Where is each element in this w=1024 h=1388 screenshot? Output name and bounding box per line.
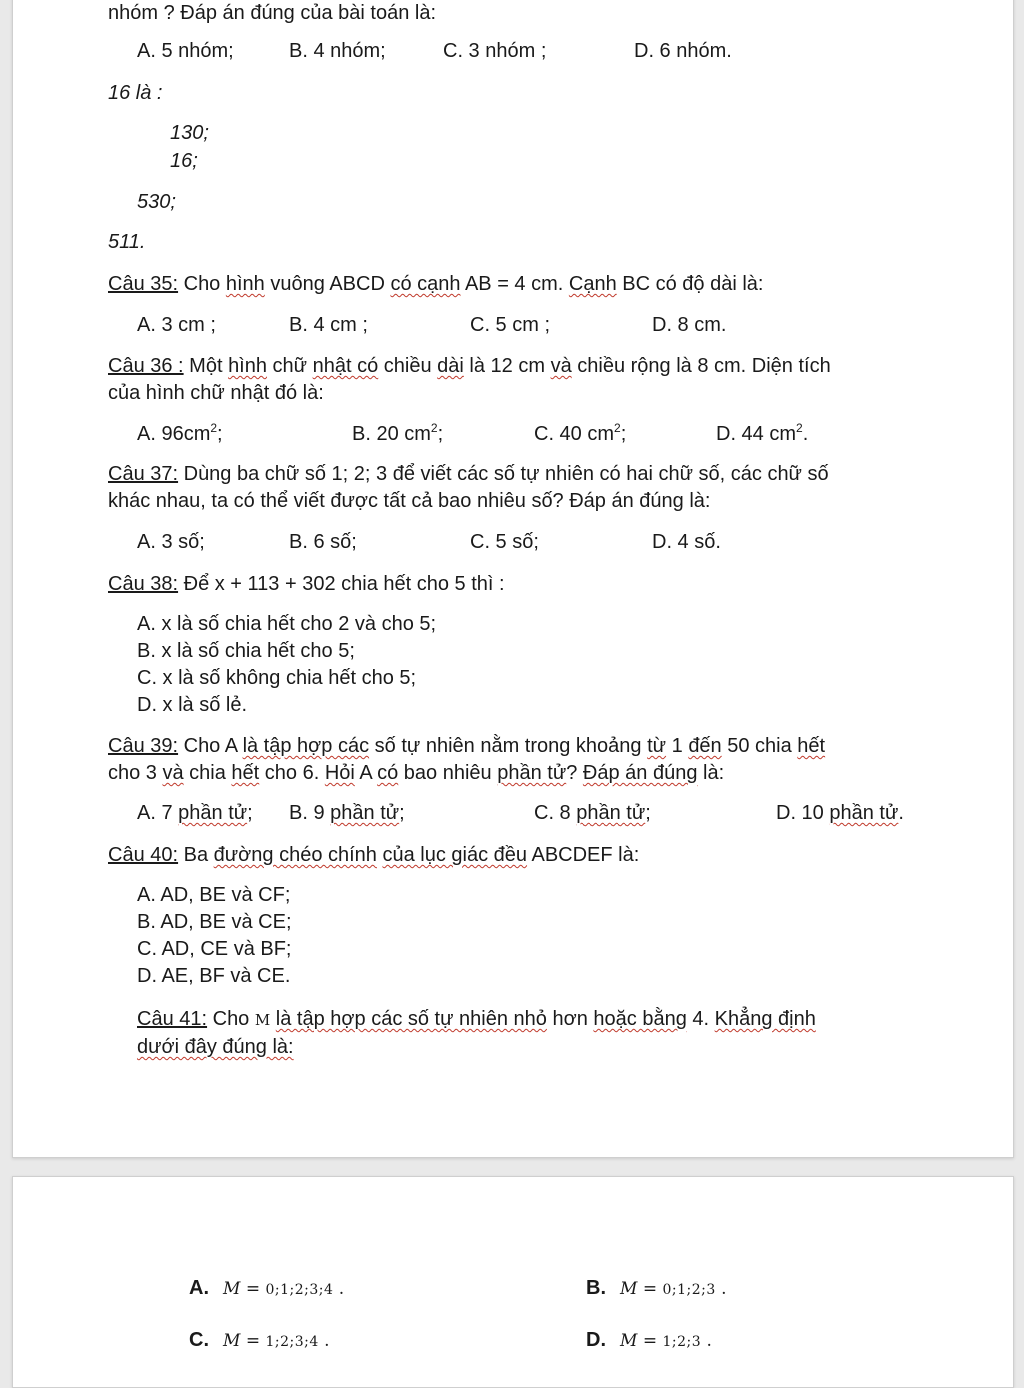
document-page-1: [12, 0, 1014, 1158]
option-a: A. 5 nhóm;: [137, 40, 234, 62]
document-page-2: [12, 1176, 1014, 1388]
option-b: B. AD, BE và CE;: [137, 911, 292, 933]
option-a: A. 3 số;: [137, 531, 205, 553]
option-d: D. 6 nhóm.: [634, 40, 732, 62]
option-d: D. 44 $cm^2$.: [716, 421, 809, 445]
question-37-line2: khác nhau, ta có thể viết được tất cả bao nhiêu số? Đáp án đúng là:: [108, 490, 711, 512]
option-b: B. 4 nhóm;: [289, 40, 386, 62]
fragment-label: 16 là :: [108, 82, 163, 104]
question-36-line2: của hình chữ nhật đó là:: [108, 382, 324, 404]
option-a: A. 7 phần tử;: [137, 802, 253, 824]
question-38: Câu 38: Để x + 113 + 302 chia hết cho 5 thì :: [108, 573, 505, 595]
fragment-value: 130;: [170, 122, 209, 144]
question-39-line2: cho 3 và chia hết cho 6. Hỏi A có bao nhiêu phần tử? Đáp án đúng là:: [108, 762, 725, 784]
option-c: C. AD, CE và BF;: [137, 938, 292, 960]
option-b: B. x là số chia hết cho 5;: [137, 640, 355, 662]
option-c: C. 5 cm ;: [470, 314, 551, 336]
option-d: D. AE, BF và CE.: [137, 965, 291, 987]
fragment-value: 530;: [137, 191, 176, 213]
question-label: Câu 41:: [137, 1008, 208, 1030]
question-40: Câu 40: Ba đường chéo chính của lục giác đều ABCDEF là:: [108, 844, 640, 866]
option-b: B. 4 cm ;: [289, 314, 368, 336]
option-b: B. 6 số;: [289, 531, 357, 553]
question-41-line2: dưới đây đúng là:: [137, 1036, 294, 1058]
question-label: Câu 36 :: [108, 355, 184, 377]
fragment-value: 511.: [108, 231, 146, 253]
fragment-value: 16;: [170, 150, 198, 172]
option-c: C. 40 $cm^2$;: [534, 421, 627, 445]
question-37: Câu 37: Dùng ba chữ số 1; 2; 3 để viết các số tự nhiên có hai chữ số, các chữ số: [108, 463, 829, 485]
option-c: C. 5 số;: [470, 531, 539, 553]
option-a: A. AD, BE và CF;: [137, 884, 291, 906]
question-tail: nhóm ? Đáp án đúng của bài toán là:: [108, 2, 437, 24]
option-a: A. 3 cm ;: [137, 314, 216, 336]
question-label: Câu 39:: [108, 735, 179, 757]
question-36: Câu 36 : Một hình chữ nhật có chiều dài là 12 cm và chiều rộng là 8 cm. Diện tích: [108, 355, 831, 377]
option-d: D. M = 1;2;3 .: [586, 1329, 712, 1351]
option-c: C. 8 phần tử;: [534, 802, 651, 824]
option-c: C. 3 nhóm ;: [443, 40, 547, 62]
option-d: D. 10 phần tử.: [776, 802, 904, 824]
option-d: D. x là số lẻ.: [137, 694, 248, 716]
option-d: D. 4 số.: [652, 531, 721, 553]
option-b: B. 9 phần tử;: [289, 802, 405, 824]
question-label: Câu 35:: [108, 273, 179, 295]
option-a: A. $96cm^2$;: [137, 421, 223, 445]
question-label: Câu 40:: [108, 844, 179, 866]
option-b: B. M = 0;1;2;3 .: [586, 1277, 727, 1299]
option-c: C. M = 1;2;3;4 .: [189, 1329, 330, 1351]
question-label: Câu 37:: [108, 463, 179, 485]
question-35: Câu 35: Cho hình vuông ABCD có cạnh AB = 4 cm. Cạnh BC có độ dài là:: [108, 273, 764, 295]
option-a: A. x là số chia hết cho 2 và cho 5;: [137, 613, 437, 635]
question-41: Câu 41: Cho M là tập hợp các số tự nhiên nhỏ hơn hoặc bằng 4. Khẳng định: [137, 1008, 816, 1030]
question-label: Câu 38:: [108, 573, 179, 595]
option-c: C. x là số không chia hết cho 5;: [137, 667, 417, 689]
option-a: A. M = 0;1;2;3;4 .: [189, 1277, 345, 1299]
option-d: D. 8 cm.: [652, 314, 727, 336]
option-b: B. 20 $cm^2$;: [352, 421, 444, 445]
question-39: Câu 39: Cho A là tập hợp các số tự nhiên nằm trong khoảng từ 1 đến 50 chia hết: [108, 735, 826, 757]
